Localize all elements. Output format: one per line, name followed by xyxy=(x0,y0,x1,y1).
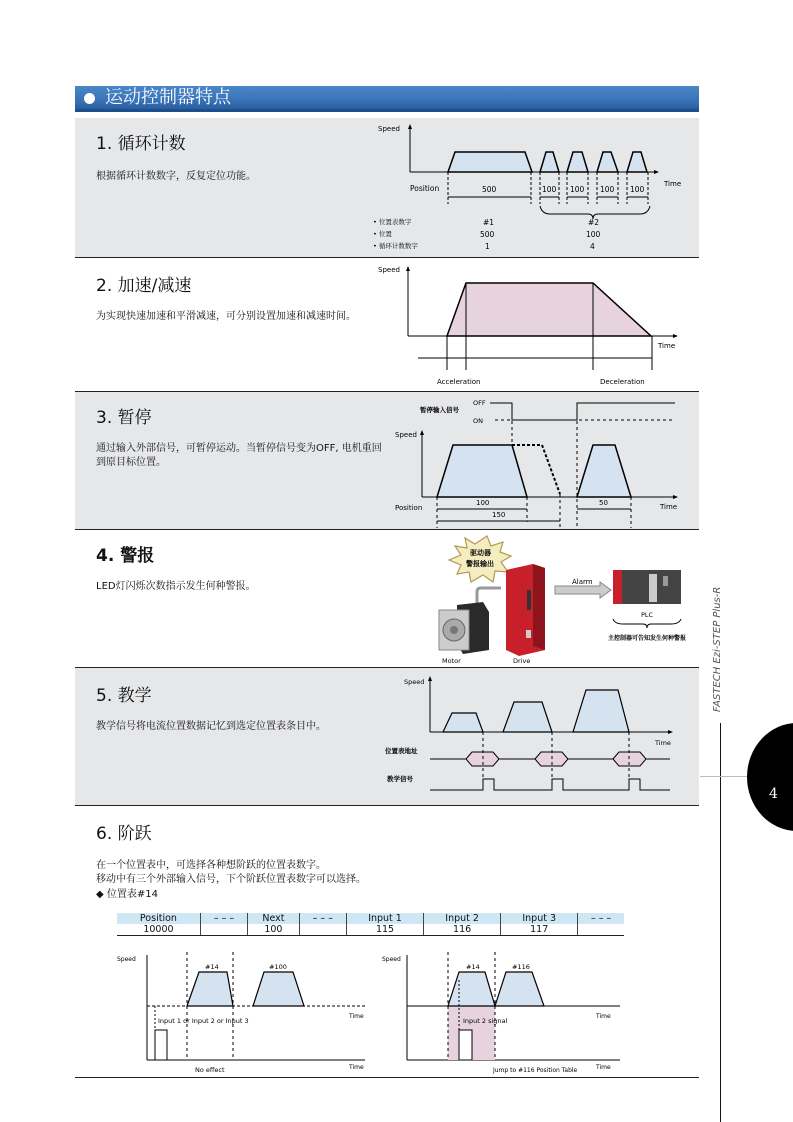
svg-text:Time: Time xyxy=(596,1064,611,1071)
svg-text:Drive: Drive xyxy=(513,657,531,665)
position-table-label: ◆ 位置表#14 xyxy=(96,889,158,900)
svg-text:• 位置表数字: • 位置表数字 xyxy=(373,218,412,226)
section-accel-decel xyxy=(75,258,699,392)
svg-text:#100: #100 xyxy=(269,963,287,971)
svg-text:OFF: OFF xyxy=(473,399,486,407)
table-row: 10000 100 115 116 117 xyxy=(117,924,624,936)
svg-text:1: 1 xyxy=(485,242,490,251)
section-title: 3. 暂停 xyxy=(96,408,152,428)
svg-text:Time: Time xyxy=(658,342,676,350)
section-loop-count xyxy=(75,118,699,258)
teaching-diagram xyxy=(370,668,695,806)
section-desc: 教学信号将电流位置数据记忆到选定位置表条目中。 xyxy=(96,721,326,732)
svg-text:ON: ON xyxy=(473,417,483,425)
svg-text:100: 100 xyxy=(570,185,585,194)
svg-text:Speed: Speed xyxy=(404,678,425,686)
svg-text:500: 500 xyxy=(482,185,497,194)
section-desc: 根据循环计数数字，反复定位功能。 xyxy=(96,171,256,182)
plc-icon xyxy=(613,570,681,604)
section-title: 4. 警报 xyxy=(96,546,155,566)
section-desc-1: 在一个位置表中，可选择各种想阶跃的位置表数字。 xyxy=(96,860,326,871)
svg-text:PLC: PLC xyxy=(641,611,654,619)
section-pause xyxy=(75,392,699,530)
pause-diagram xyxy=(370,392,695,530)
sidebar-divider xyxy=(720,723,721,1122)
svg-text:Alarm: Alarm xyxy=(572,578,593,586)
section-desc-2: 移动中有三个外部输入信号，下个阶跃位置表数字可以选择。 xyxy=(96,874,366,885)
table-header-row: Position – – – Next – – – Input 1 Input 2 Input 3 – – – xyxy=(117,913,624,924)
svg-text:Time: Time xyxy=(664,180,682,188)
svg-text:• 循环计数数字: • 循环计数数字 xyxy=(373,242,418,250)
svg-text:Speed: Speed xyxy=(378,266,400,274)
svg-text:#2: #2 xyxy=(588,218,600,227)
svg-text:100: 100 xyxy=(476,499,490,507)
svg-text:100: 100 xyxy=(586,230,601,239)
svg-text:Position: Position xyxy=(410,184,440,193)
svg-text:100: 100 xyxy=(600,185,615,194)
svg-text:4: 4 xyxy=(590,242,595,251)
alarm-burst-text: 驱动器 xyxy=(470,549,491,557)
svg-text:教学信号: 教学信号 xyxy=(387,775,413,783)
alarm-diagram xyxy=(405,530,699,668)
svg-text:位置表地址: 位置表地址 xyxy=(385,747,418,755)
svg-text:100: 100 xyxy=(542,185,557,194)
jump-to-116-diagram xyxy=(380,950,625,1075)
svg-text:500: 500 xyxy=(480,230,495,239)
drive-icon xyxy=(506,564,545,656)
svg-text:Acceleration: Acceleration xyxy=(437,378,481,386)
section-desc: LED灯闪烁次数指示发生何种警报。 xyxy=(96,581,256,592)
svg-text:#116: #116 xyxy=(512,963,530,971)
section-title: 5. 教学 xyxy=(96,686,152,706)
svg-text:Time: Time xyxy=(660,503,678,511)
svg-text:Time: Time xyxy=(655,739,671,747)
svg-text:暂停输入信号: 暂停输入信号 xyxy=(420,406,459,414)
svg-text:Time: Time xyxy=(596,1013,611,1020)
svg-text:Time: Time xyxy=(349,1013,364,1020)
svg-text:主控制器可告知发生何种警报: 主控制器可告知发生何种警报 xyxy=(608,635,687,642)
svg-text:Motor: Motor xyxy=(442,657,461,665)
motor-icon xyxy=(439,602,489,654)
svg-text:Speed: Speed xyxy=(117,956,136,963)
svg-text:Jump to #116 Position Table: Jump to #116 Position Table xyxy=(493,1067,578,1074)
section-desc: 为实现快速加速和平滑减速，可分别设置加速和减速时间。 xyxy=(96,311,356,322)
svg-text:#14: #14 xyxy=(466,963,480,971)
accel-decel-diagram xyxy=(370,258,695,392)
bullet-icon xyxy=(84,93,95,104)
product-name: FASTECH Ezi-STEP Plus-R xyxy=(712,586,723,712)
svg-text:• 位置: • 位置 xyxy=(373,230,392,238)
section-alarm xyxy=(75,530,699,668)
svg-text:Time: Time xyxy=(349,1064,364,1071)
svg-text:50: 50 xyxy=(599,499,608,507)
section-title: 2. 加速/减速 xyxy=(96,276,192,296)
svg-text:No effect: No effect xyxy=(195,1066,225,1074)
section-teaching xyxy=(75,668,699,806)
svg-text:Speed: Speed xyxy=(378,125,400,133)
position-table xyxy=(117,913,624,936)
page-tab-number: 4 xyxy=(769,786,778,802)
section-banner xyxy=(75,86,699,112)
section-desc: 通过输入外部信号，可暂停运动。当暂停信号变为OFF, 电机重回到原目标位置。 xyxy=(96,443,382,468)
svg-text:Input 2 signal: Input 2 signal xyxy=(463,1017,508,1025)
svg-text:150: 150 xyxy=(492,511,506,519)
svg-text:Deceleration: Deceleration xyxy=(600,378,645,386)
svg-text:#14: #14 xyxy=(205,963,219,971)
svg-text:#1: #1 xyxy=(483,218,495,227)
svg-text:100: 100 xyxy=(630,185,645,194)
svg-text:警报输出: 警报输出 xyxy=(466,560,494,568)
svg-text:Speed: Speed xyxy=(395,431,417,439)
svg-text:Position: Position xyxy=(395,504,423,512)
page-tab xyxy=(747,723,793,831)
banner-title: 运动控制器特点 xyxy=(105,87,231,108)
svg-text:Speed: Speed xyxy=(382,956,401,963)
jump-no-effect-diagram xyxy=(115,950,375,1075)
svg-text:Input 1 or Input 2 or Input 3: Input 1 or Input 2 or Input 3 xyxy=(158,1017,249,1025)
section-title: 6. 阶跃 xyxy=(96,824,152,844)
loop-count-diagram xyxy=(370,118,695,258)
section-title: 1. 循环计数 xyxy=(96,134,186,154)
